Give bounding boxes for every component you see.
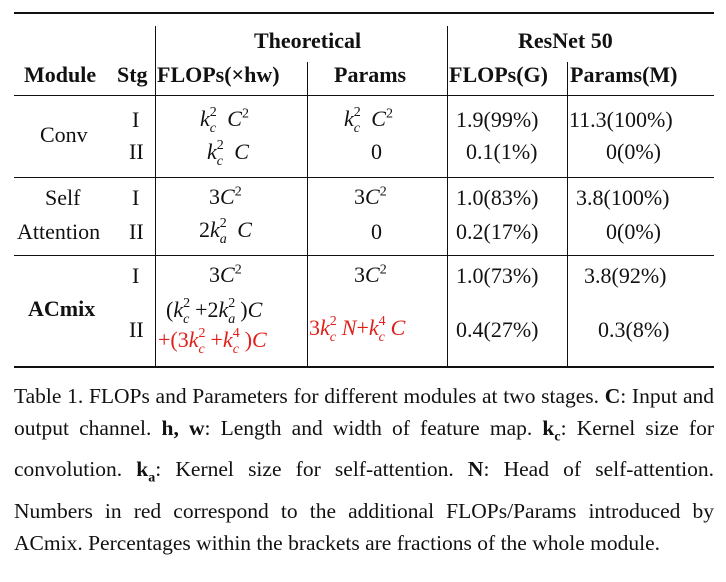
theo-params-acmix-1: $3C^2$ — [354, 262, 387, 287]
caption-kc-key: $k_c$ — [542, 416, 561, 445]
caption-ka-key: $k_a$ — [136, 457, 156, 486]
params-m-sa-1: 3.8(100%) — [576, 185, 670, 210]
col-flops-hw: FLOPs(×hw) — [157, 62, 280, 87]
header-rule — [14, 95, 714, 96]
bottom-rule — [14, 366, 714, 368]
col-stg: Stg — [117, 62, 148, 87]
table-caption — [14, 380, 714, 559]
stg-conv-1: I — [132, 107, 140, 132]
caption-c-key: C — [604, 384, 621, 408]
theo-params-sa-1: $3C^2$ — [354, 184, 387, 209]
caption-ka-text: : Kernel size for self-attention. — [155, 457, 454, 482]
stg-acmix-1: I — [132, 263, 140, 288]
params-m-sa-2: 0(0%) — [606, 219, 661, 244]
theo-params-conv-1: k 2 c $C^2$ — [344, 104, 393, 136]
col-params-m: Params(M) — [570, 62, 678, 87]
theo-params-acmix-2: 3k 2 c N+k 4 c C — [309, 313, 406, 345]
flops-g-acmix-2: 0.4(27%) — [456, 317, 539, 342]
vrule-stg — [155, 26, 156, 366]
stg-sa-2: II — [129, 219, 144, 244]
module-conv: Conv — [40, 122, 88, 147]
params-m-acmix-2: 0.3(8%) — [598, 317, 670, 342]
caption-hw-key: h, w — [161, 416, 205, 440]
results-table — [14, 12, 714, 368]
caption-n-text: : Head of self-attention. Numbers in red correspond to the additional FLOPs/Params introduced by ACmix. Percentages within the brackets are fractions of the whole module. — [14, 457, 715, 555]
theo-flops-acmix-2-extra: +(3k 2 c +k 4 c )C — [158, 325, 267, 357]
theo-flops-sa-2: 2k 2 a C — [199, 215, 252, 247]
module-self: Self — [45, 185, 81, 210]
caption-n-key: N — [467, 457, 484, 482]
params-m-acmix-1: 3.8(92%) — [584, 263, 667, 288]
col-params: Params — [334, 62, 407, 87]
caption-kc-text: : Kernel size for convolution. — [14, 416, 715, 482]
flops-g-sa-1: 1.0(83%) — [456, 185, 539, 210]
col-module: Module — [24, 62, 97, 87]
theo-params-sa-2: 0 — [371, 219, 382, 244]
theo-flops-acmix-2: (k 2 c +2k 2 a )C — [166, 295, 263, 327]
module-attention: Attention — [17, 219, 101, 244]
theo-flops-acmix-1: $3C^2$ — [209, 262, 242, 287]
theo-flops-conv-2: k 2 c C — [207, 137, 249, 169]
params-m-conv-1: 11.3(100%) — [569, 107, 673, 132]
theo-flops-sa-1: $3C^2$ — [209, 184, 242, 209]
col-flops-g: FLOPs(G) — [449, 62, 548, 87]
theo-params-conv-2: 0 — [371, 139, 382, 164]
params-m-conv-2: 0(0%) — [606, 139, 661, 164]
caption-c-text: : Input and output channel. — [14, 384, 715, 440]
header-theoretical: Theoretical — [254, 28, 362, 53]
vrule-resnet-mid — [567, 62, 568, 366]
header-resnet: ResNet 50 — [518, 28, 613, 53]
theo-flops-conv-1: k 2 c $C^2$ — [200, 104, 249, 136]
stg-conv-2: II — [129, 139, 144, 164]
vrule-theo-mid — [307, 62, 308, 96]
vrule-resnet — [447, 26, 448, 366]
vrule-theo-mid-2 — [307, 96, 308, 366]
top-rule — [14, 12, 714, 14]
attention-rule — [14, 255, 714, 256]
stg-sa-1: I — [132, 185, 140, 210]
flops-g-acmix-1: 1.0(73%) — [456, 263, 539, 288]
flops-g-sa-2: 0.2(17%) — [456, 219, 539, 244]
conv-rule — [14, 177, 714, 178]
flops-g-conv-2: 0.1(1%) — [466, 139, 538, 164]
module-acmix: ACmix — [28, 296, 96, 321]
flops-g-conv-1: 1.9(99%) — [456, 107, 539, 132]
stg-acmix-2: II — [129, 317, 144, 342]
caption-hw-text: : Length and width of feature map. — [204, 416, 533, 440]
caption-label: Table 1. — [14, 384, 84, 408]
caption-sentence: FLOPs and Parameters for different modules at two stages. — [88, 384, 600, 408]
